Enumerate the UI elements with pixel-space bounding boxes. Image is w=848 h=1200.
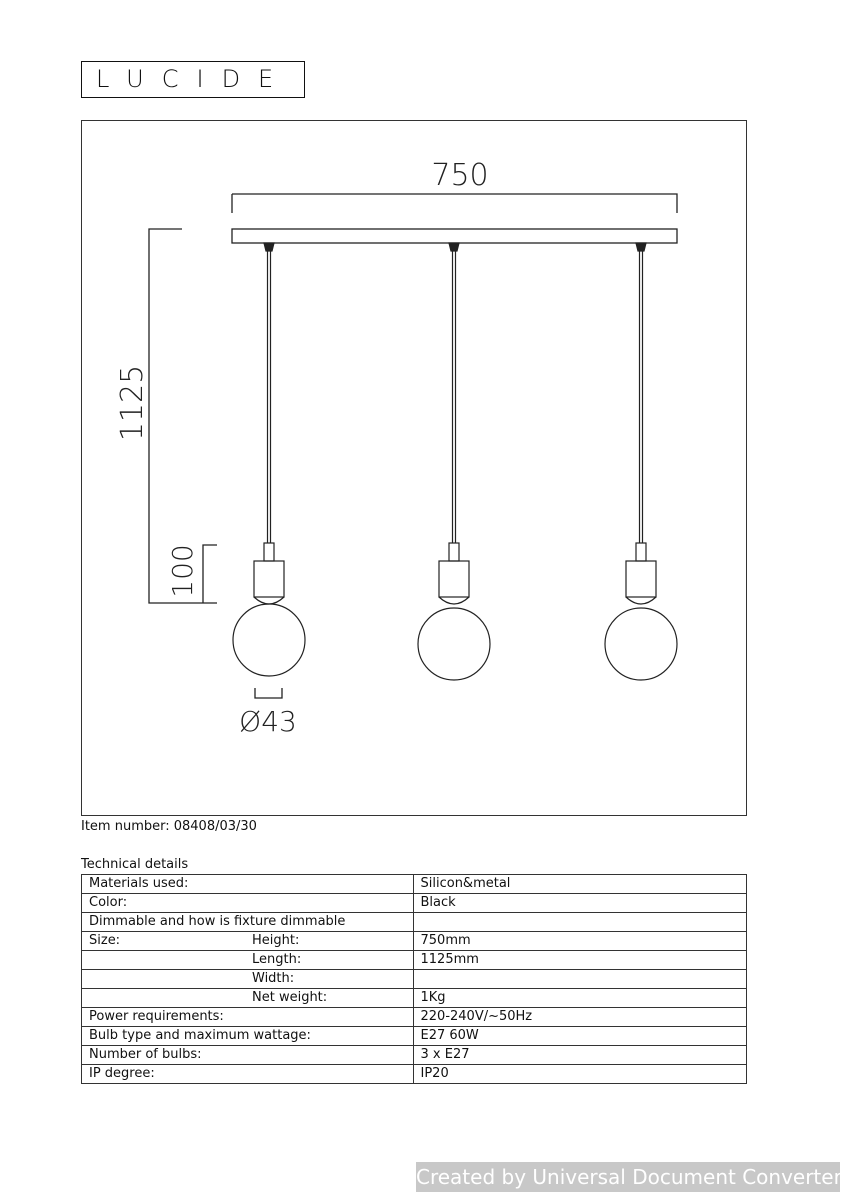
width-dimension-line [232,194,677,213]
spec-label: Color: [89,895,128,910]
spec-value: 1Kg [413,989,747,1008]
spec-value [413,970,747,989]
technical-drawing [81,120,747,816]
brand-logo-text: LUCIDE [96,65,292,93]
spec-label: Materials used: [89,876,189,891]
spec-value: Black [413,894,747,913]
table-row [82,932,747,951]
table-row [82,989,747,1008]
pendant-lamp-1 [233,243,305,676]
table-row [82,1008,747,1027]
table-row [82,913,747,932]
ceiling-bar [232,229,677,243]
spec-sub-label: Net weight: [252,990,328,1005]
spec-label: Number of bulbs: [89,1047,202,1062]
spec-sub-label: Width: [252,971,295,986]
table-row [82,951,747,970]
table-row [82,1065,747,1084]
item-number: Item number: 08408/03/30 [81,819,257,834]
height-label: 1125 [115,364,150,442]
spec-sub-label: Height: [252,933,300,948]
table-row [82,1027,747,1046]
diameter-dimension-line [255,688,282,698]
spec-label: Bulb type and maximum wattage: [89,1028,311,1043]
spec-label: Size: [89,933,121,948]
width-label: 750 [431,158,489,193]
brand-logo [81,61,305,98]
table-row [82,970,747,989]
spec-label: Power requirements: [89,1009,224,1024]
table-row [82,1046,747,1065]
lamp-drawing-svg [82,121,748,817]
shade-height-label: 100 [166,544,199,598]
spec-value: 220-240V/~50Hz [413,1008,747,1027]
spec-value: IP20 [413,1065,747,1084]
table-row [82,894,747,913]
spec-value [413,913,747,932]
pendant-lamp-3 [605,243,677,680]
table-row [82,875,747,894]
spec-label: IP degree: [89,1066,155,1081]
spec-value: 1125mm [413,951,747,970]
spec-value: Silicon&metal [413,875,747,894]
diameter-label: Ø43 [239,705,297,738]
spec-value: 750mm [413,932,747,951]
technical-details-title: Technical details [81,857,189,872]
spec-value: E27 60W [413,1027,747,1046]
spec-sub-label: Length: [252,952,302,967]
technical-details-table [81,874,747,1084]
spec-value: 3 x E27 [413,1046,747,1065]
converter-watermark: Created by Universal Document Converter [416,1162,840,1192]
pendant-lamp-2 [418,243,490,680]
shade-dimension-line [203,545,217,603]
spec-label: Dimmable and how is fixture dimmable [89,914,346,929]
